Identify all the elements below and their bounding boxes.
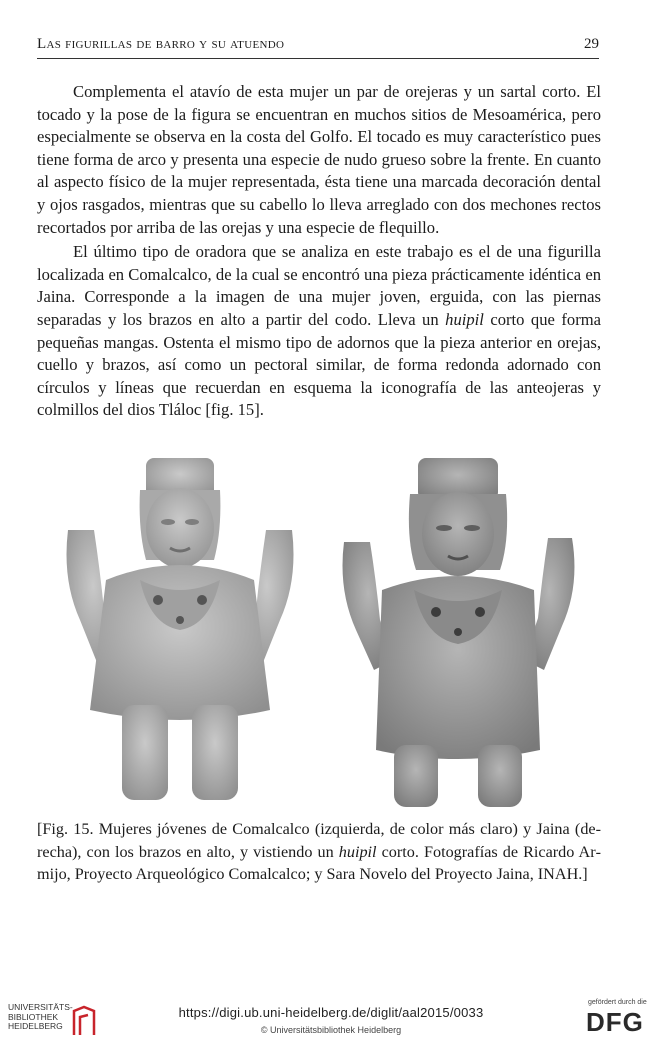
figure-15-photograph — [60, 450, 605, 815]
running-header — [37, 36, 599, 59]
caption-end: corto. Fotografías de Ricardo Armijo, Proyecto Arqueológico Comalcalco; y Sara Novelo del Proyecto Jaina, INAH.] — [37, 842, 602, 883]
caption-start: [Fig. 15. Mujeres jóvenes de Comalcalco (izquierda, de color más claro) y Jaina (derecha), con los brazos en alto, y vistiendo un — [37, 820, 601, 861]
page-footer — [0, 995, 662, 1043]
paragraph-2-end: corto que forma pequeñas mangas. Ostenta el mismo tipo de adornos que la pieza anterior en orejas, cuello y brazos, así como un pectoral similar, de forma redonda adornado con círculos y líneas que recuerdan en esquema la iconografía de las anteojeras y colmillos del dios Tláloc [fig. 15]. — [37, 309, 601, 420]
paragraph-2 — [37, 241, 601, 422]
dfg-logo-text: DFG — [586, 1007, 644, 1037]
running-title: Las figurillas de barro y su atuendo — [37, 36, 285, 52]
body-text — [37, 81, 601, 422]
library-name-line-3: HEIDELBERG — [8, 1021, 63, 1031]
paragraph-1: Complementa el atavío de esta mujer un par de orejeras y un sartal corto. El tocado y la pose de la figura se encuentran en muchos sitios de Mesoamérica, pero especialmente se observa en la costa del Golfo. El tocado es muy característico pues tiene forma de arco y presenta una especie de nudo grueso sobre la frente. En cuanto al aspecto físico de la mujer representada, ésta tiene una marcada decoración dental y ojos rasgados, mientras que su cabello lo lleva arreglado con dos mechones rectos recortados por arriba de las orejas y una especie de flequillo. — [37, 82, 601, 237]
caption-italic-term: huipil — [338, 842, 377, 861]
permalink-url[interactable]: https://digi.ub.uni-heidelberg.de/diglit/aal2015/0033 — [178, 1005, 484, 1020]
library-name-line-2: BIBLIOTHEK — [8, 1011, 59, 1022]
copyright-notice: © Universitätsbibliothek Heidelberg — [260, 1025, 402, 1035]
comalcalco-figurine — [67, 458, 294, 800]
funder-caption: gefördert durch die — [588, 999, 647, 1006]
figure-caption — [37, 818, 601, 886]
page-number: 29 — [584, 36, 599, 52]
library-name-line-1: UNIVERSITÄTS- — [8, 1002, 73, 1012]
paragraph-2-start: El último tipo de oradora que se analiza en este trabajo es el de una figurilla localizada en Comalcalco, de la cual se encontró una pieza prácticamente idéntica en Jaina. Corresponde a la imagen de una mujer joven, erguida, con las piernas separadas y los brazos en alto a partir del codo. Lleva un — [37, 242, 601, 329]
paragraph-2-italic-term: huipil — [445, 309, 484, 329]
jaina-figurine — [343, 458, 575, 807]
dfg-funder-logo[interactable] — [584, 999, 656, 1039]
